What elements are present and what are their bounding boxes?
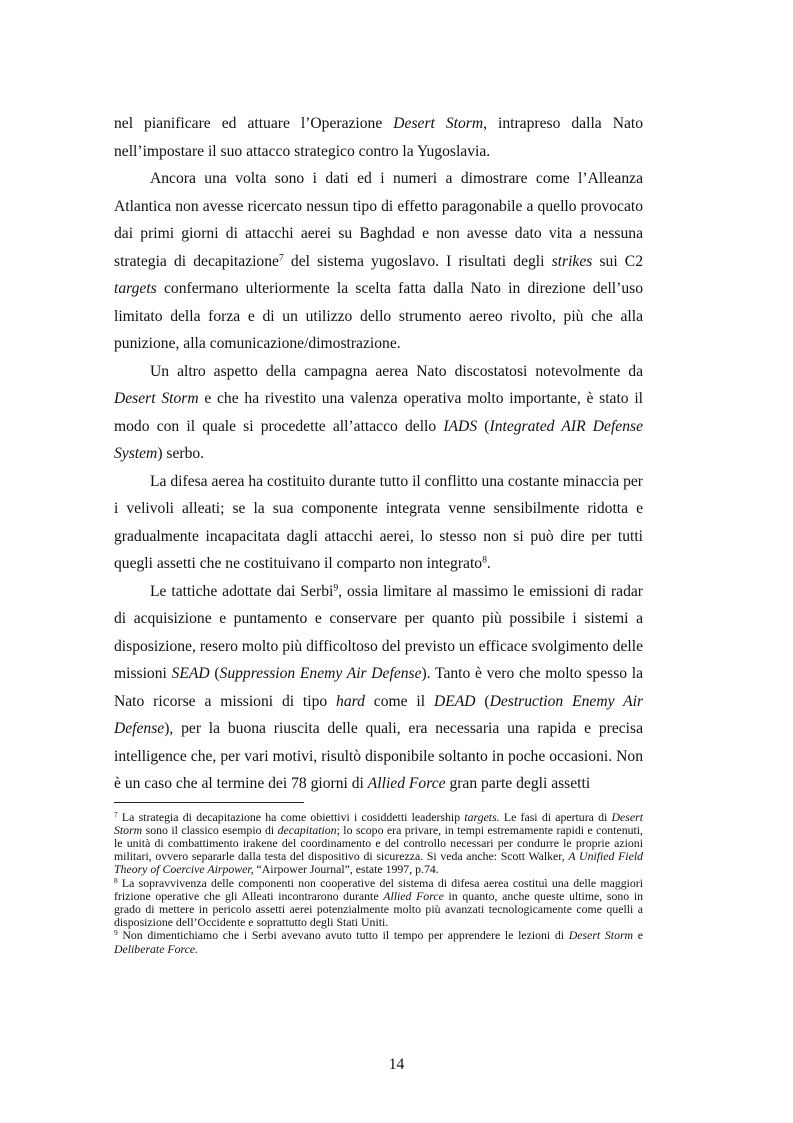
text-run: “Airpower Journal”, estate 1997, p.74. [253,862,439,877]
text-run: come il [364,692,434,710]
footnote-number: 8 [114,875,118,885]
italic-term: DEAD [433,692,476,710]
footnote-ref-8: 8 [482,554,487,566]
paragraph-1 [114,110,643,165]
text-run: confermano ulteriormente la scelta fatta dalla Nato in direzione dell’uso limitato della forza e di un utilizzo dello strumento aereo rivolto, più che alla punizione, alla comunicazione/dimostrazione. [114,280,643,352]
italic-term: Deliberate Force. [114,941,199,956]
text-run: e che ha rivestito una valenza operativa molto importante, è stato il modo con il quale si procedette all’attacco dello [114,390,644,435]
paragraph-2 [114,165,643,358]
italic-term: targets. [464,809,500,824]
text-run: sono il classico esempio di [142,822,278,837]
italic-term: Destruction Enemy Air Defense [114,692,644,737]
footnote-7 [114,811,643,877]
text-run: ( [477,417,490,435]
text-run: , intrapreso dalla Nato nell’impostare il suo attacco strategico contro la Yugoslavia. [114,115,644,160]
italic-term: decapitation [277,822,337,837]
text-run: La strategia di decapitazione ha come obiettivi i cosiddetti leadership [117,809,465,824]
text-run: ). Tanto è vero che molto spesso la Nato ricorse a missioni di tipo [114,665,644,710]
text-run: ) serbo. [157,445,205,462]
footnote-9 [114,929,643,955]
italic-term: Desert Storm [393,115,484,132]
italic-term: IADS [443,417,478,435]
text-run: ( [475,692,490,710]
text-run: . [486,555,491,572]
paragraph-4 [114,468,643,578]
text-run: in quanto, anche queste ultime, sono in grado di mettere in pericolo assetti aerei potenzialmente molto più avanzati tecnologicamente come quelli a disposizione dell’Occidente e soprattutto degli Stati Uniti. [114,888,643,930]
text-run: ; lo scopo era privare, in tempi estremamente rapidi e contenuti, le unità di combattimento irakene del coordinamento e del controllo necessari per condurre le proprie azioni militari, ovvero separarle dalla testa del dispositivo di sicurezza. Si veda anche: Scott Walker, [114,822,643,864]
footnote-ref-9: 9 [333,582,339,594]
text-run: La sopravvivenza delle componenti non cooperative del sistema di difesa aerea costituì una delle maggiori frizione operative che gli Alleati incontrarono durante [114,875,643,903]
paragraph-5 [114,578,643,798]
italic-term: Desert Storm [568,928,634,943]
italic-term: targets [114,280,157,297]
italic-term: hard [336,692,365,710]
text-run: , ossia limitare al massimo le emissioni di radar di acquisizione e puntamento e conservare per quanto più possibile i sistemi a disposizione, resero molto più difficoltoso del previsto un efficace svolgimento delle missioni [114,582,643,682]
text-run: ( [209,665,220,682]
italic-term: Desert Storm [114,390,199,407]
italic-term: Suppression Enemy Air Defense [219,665,422,682]
text-run: sui C2 [592,252,643,270]
page-content [114,110,643,956]
text-run: Le tattiche adottate dai Serbi [150,582,334,600]
text-run: ), per la buona riuscita delle quali, era necessaria una rapida e precisa intelligence che, per vari motivi, risultò disponibile soltanto in poche occasioni. Non è un caso che al termine dei 78 giorni di [114,720,643,792]
text-run: del sistema yugoslavo. I risultati degli [283,252,552,270]
footnote-number: 7 [114,809,118,819]
italic-term: Desert Storm [114,809,643,837]
text-run: nel pianificare ed attuare l’Operazione [114,115,394,132]
italic-term: SEAD [171,665,210,682]
italic-term: strikes [551,252,593,270]
footnote-number: 9 [114,928,118,938]
italic-term: Integrated AIR Defense System [114,417,643,462]
italic-term: Allied Force [367,775,446,792]
footnote-separator [114,802,304,803]
paragraph-3 [114,358,643,468]
text-run: Non dimentichiamo che i Serbi avevano avuto tutto il tempo per apprendere le lezioni di [117,928,569,943]
text-run: Ancora una volta sono i dati ed i numeri a dimostrare come l’Alleanza Atlantica non avesse ricercato nessun tipo di effetto paragonabile a quello provocato dai primi giorni di attacchi aerei su Baghdad e non avesse dato vita a nessuna strategia di decapitazione [114,170,643,270]
italic-term: A Unified Field Theory of Coercive Airpower, [114,849,643,877]
page-number: 14 [388,1056,405,1073]
footnote-ref-7: 7 [278,252,284,264]
text-run: Le fasi di apertura di [499,809,612,824]
text-run: gran parte degli assetti [445,775,591,792]
text-run: Un altro aspetto della campagna aerea Nato discostatosi notevolmente da [150,362,643,380]
footnote-8 [114,877,643,930]
text-run: La difesa aerea ha costituito durante tutto il conflitto una costante minaccia per i velivoli alleati; se la sua componente integrata venne sensibilmente ridotta e gradualmente incapacitata dagli attacchi aerei, lo stesso non si può dire per tutti quegli assetti che ne costituivano il comparto non integrato [114,472,643,572]
text-run: e [633,928,644,943]
italic-term: Allied Force [383,888,444,903]
